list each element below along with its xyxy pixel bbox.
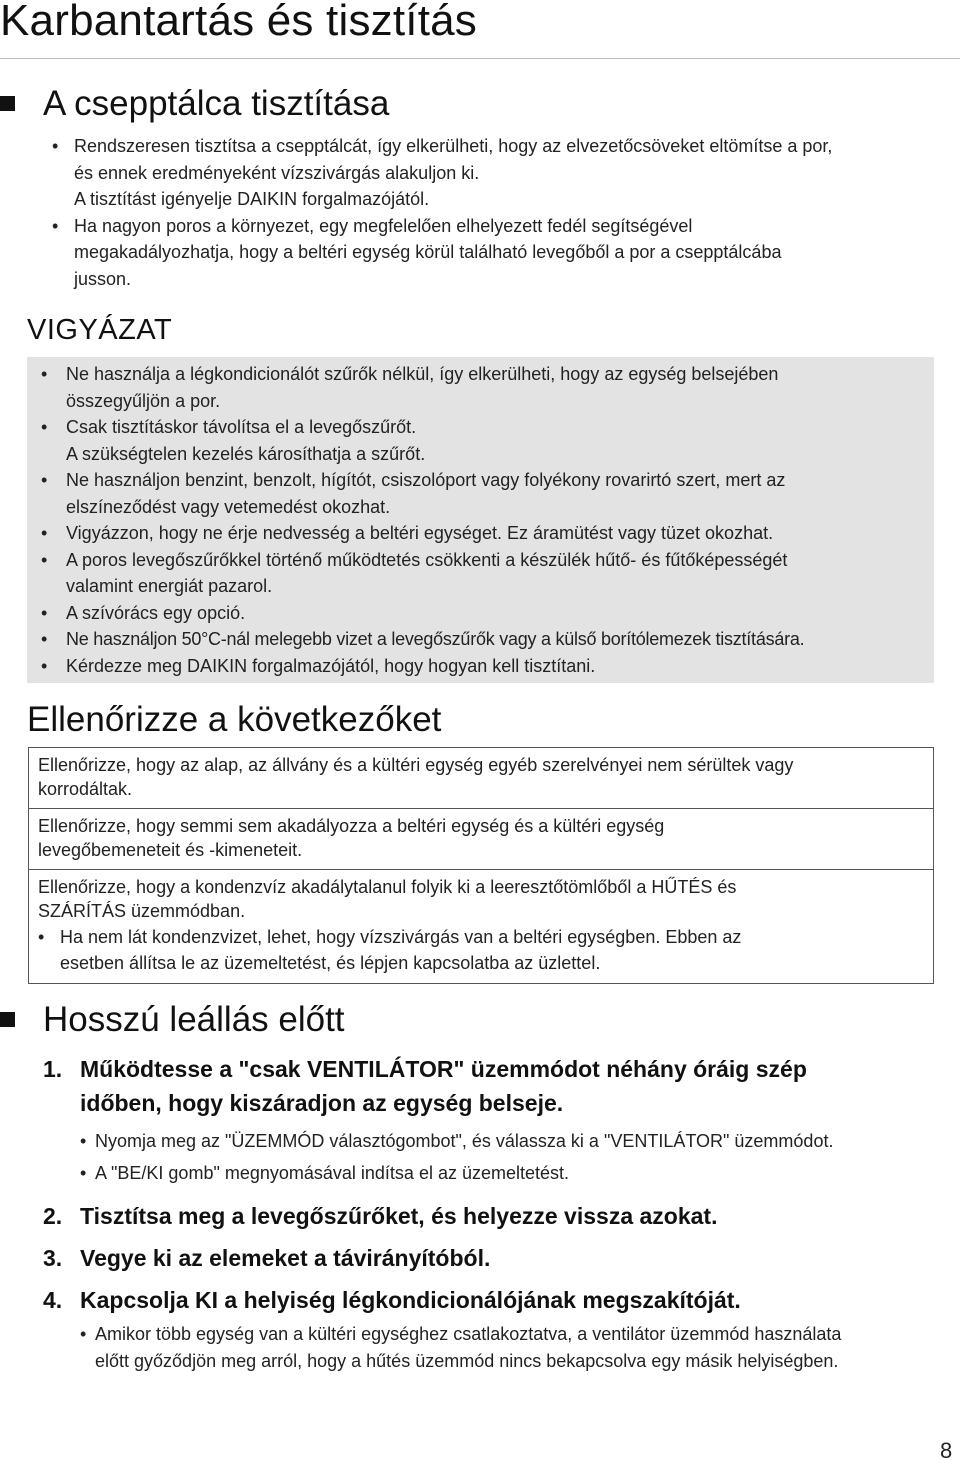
caution-heading: VIGYÁZAT <box>27 314 173 346</box>
square-bullet-icon <box>0 1012 15 1027</box>
bullet-item: • Rendszeresen tisztítsa a csepptálcát, így elkerülheti, hogy az elvezetőcsöveket eltömítse a por, és ennek eredményeként vízszivárgás alakuljon ki. A tisztítást igényelje DAIKIN forgalmazójától. <box>52 133 952 213</box>
section-title: A csepptálca tisztítása <box>43 84 390 123</box>
step-sub-bullet: • Amikor több egység van a kültéri egységhez csatlakoztatva, a ventilátor üzemmód használata előtt győződjön meg arról, hogy a hűtés üzemmód nincs bekapcsolva egy másik helyiségben. <box>0 1321 960 1375</box>
bullet-icon: • <box>41 470 48 490</box>
title-divider <box>0 58 960 59</box>
table-cell: Ellenőrizze, hogy semmi sem akadályozza a beltéri egység és a kültéri egység levegőbemeneteit és -kimeneteit. <box>29 809 934 870</box>
step-3: 3. Vegye ki az elemeket a távirányítóból. <box>43 1245 491 1271</box>
bullet-icon: • <box>41 602 48 623</box>
bullet-icon: • <box>41 655 48 676</box>
section-heading-drain-pan <box>0 84 389 124</box>
bullet-icon: • <box>41 364 48 384</box>
bullet-icon: • <box>41 523 48 543</box>
caution-box <box>27 357 934 683</box>
bullet-icon: • <box>52 215 59 236</box>
bullet-icon: • <box>80 1324 87 1344</box>
table-row <box>29 809 934 870</box>
caution-item: • Ne használja a légkondicionálót szűrők nélkül, így elkerülheti, hogy az egység belsejében összegyűljön a por. <box>41 361 934 414</box>
table-row <box>29 748 934 809</box>
table-row <box>29 870 934 984</box>
step-1: 1. Működtesse a "csak VENTILÁTOR" üzemmódot néhány óráig szép időben, hogy kiszáradjon az egység belseje. <box>43 1056 807 1116</box>
bullet-icon: • <box>41 417 48 437</box>
caution-item: • Ne használjon 50°C-nál melegebb vizet a levegőszűrők vagy a külső borítólemezek tisztítására. <box>41 626 934 653</box>
section-heading-long-shutdown <box>0 1000 345 1040</box>
square-bullet-icon <box>0 96 15 111</box>
caution-item: • Kérdezze meg DAIKIN forgalmazójától, hogy hogyan kell tisztítani. <box>41 653 934 680</box>
page-number: 8 <box>940 1438 953 1463</box>
caution-item: • Ne használjon benzint, benzolt, hígítót, csiszolóport vagy folyékony rovarirtó szert, mert az elszíneződést vagy vetemedést okozhat. <box>41 467 934 520</box>
shutdown-steps <box>0 1052 960 1375</box>
step-2: 2. Tisztítsa meg a levegőszűrőket, és helyezze vissza azokat. <box>43 1203 718 1229</box>
section-title: Hosszú leállás előtt <box>43 1000 345 1039</box>
check-sub-bullet: • Ha nem lát kondenzvizet, lehet, hogy vízszivárgás van a beltéri egységben. Ebben az esetben állítsa le az üzemeltetést, és lépjen kapcsolatba az üzlettel. <box>38 924 925 976</box>
caution-item: • Vigyázzon, hogy ne érje nedvesség a beltéri egységet. Ez áramütést vagy tüzet okozhat. <box>41 520 934 547</box>
bullet-icon: • <box>80 1163 87 1183</box>
caution-item: • A szívórács egy opció. <box>41 600 934 627</box>
bullet-icon: • <box>41 629 48 649</box>
step-4: 4. Kapcsolja KI a helyiség légkondicionálójának megszakítóját. <box>43 1287 741 1313</box>
bullet-item: • Ha nagyon poros a környezet, egy megfelelően elhelyezett fedél segítségével megakadályozhatja, hogy a beltéri egység körül található levegőből a por a csepptálcába jusson. <box>52 213 952 293</box>
bullet-icon: • <box>38 927 45 947</box>
checks-table <box>28 747 934 984</box>
bullet-icon: • <box>80 1131 87 1151</box>
caution-bullets <box>41 361 934 679</box>
step-sub-bullet: • Nyomja meg az "ÜZEMMÓD választógombot", és válassza ki a "VENTILÁTOR" üzemmódot. <box>0 1128 960 1155</box>
table-cell: Ellenőrizze, hogy az alap, az állvány és a kültéri egység egyéb szerelvényei nem sérültek vagy korrodáltak. <box>29 748 934 809</box>
page-title: Karbantartás és tisztítás <box>0 0 477 45</box>
checks-heading: Ellenőrizze a következőket <box>27 700 442 739</box>
bullet-icon: • <box>52 136 59 156</box>
bullet-icon: • <box>41 549 48 570</box>
table-cell: Ellenőrizze, hogy a kondenzvíz akadálytalanul folyik ki a leeresztőtömlőből a HŰTÉS és SZÁRÍTÁS üzemmódban. • Ha nem lát kondenzvizet, lehet, hogy vízszivárgás van a beltéri egységben. Ebben az esetben állítsa le az üzemeltetést, és lépjen kapcsolatba az üzlettel. <box>29 870 934 984</box>
caution-item: • A poros levegőszűrőkkel történő működtetés csökkenti a készülék hűtő- és fűtőképességét valamint energiát pazarol. <box>41 547 934 600</box>
drain-pan-bullets <box>52 133 952 292</box>
caution-item: • Csak tisztításkor távolítsa el a levegőszűrőt. A szükségtelen kezelés károsíthatja a szűrőt. <box>41 414 934 467</box>
step-sub-bullet: • A "BE/KI gomb" megnyomásával indítsa el az üzemeltetést. <box>0 1160 960 1187</box>
